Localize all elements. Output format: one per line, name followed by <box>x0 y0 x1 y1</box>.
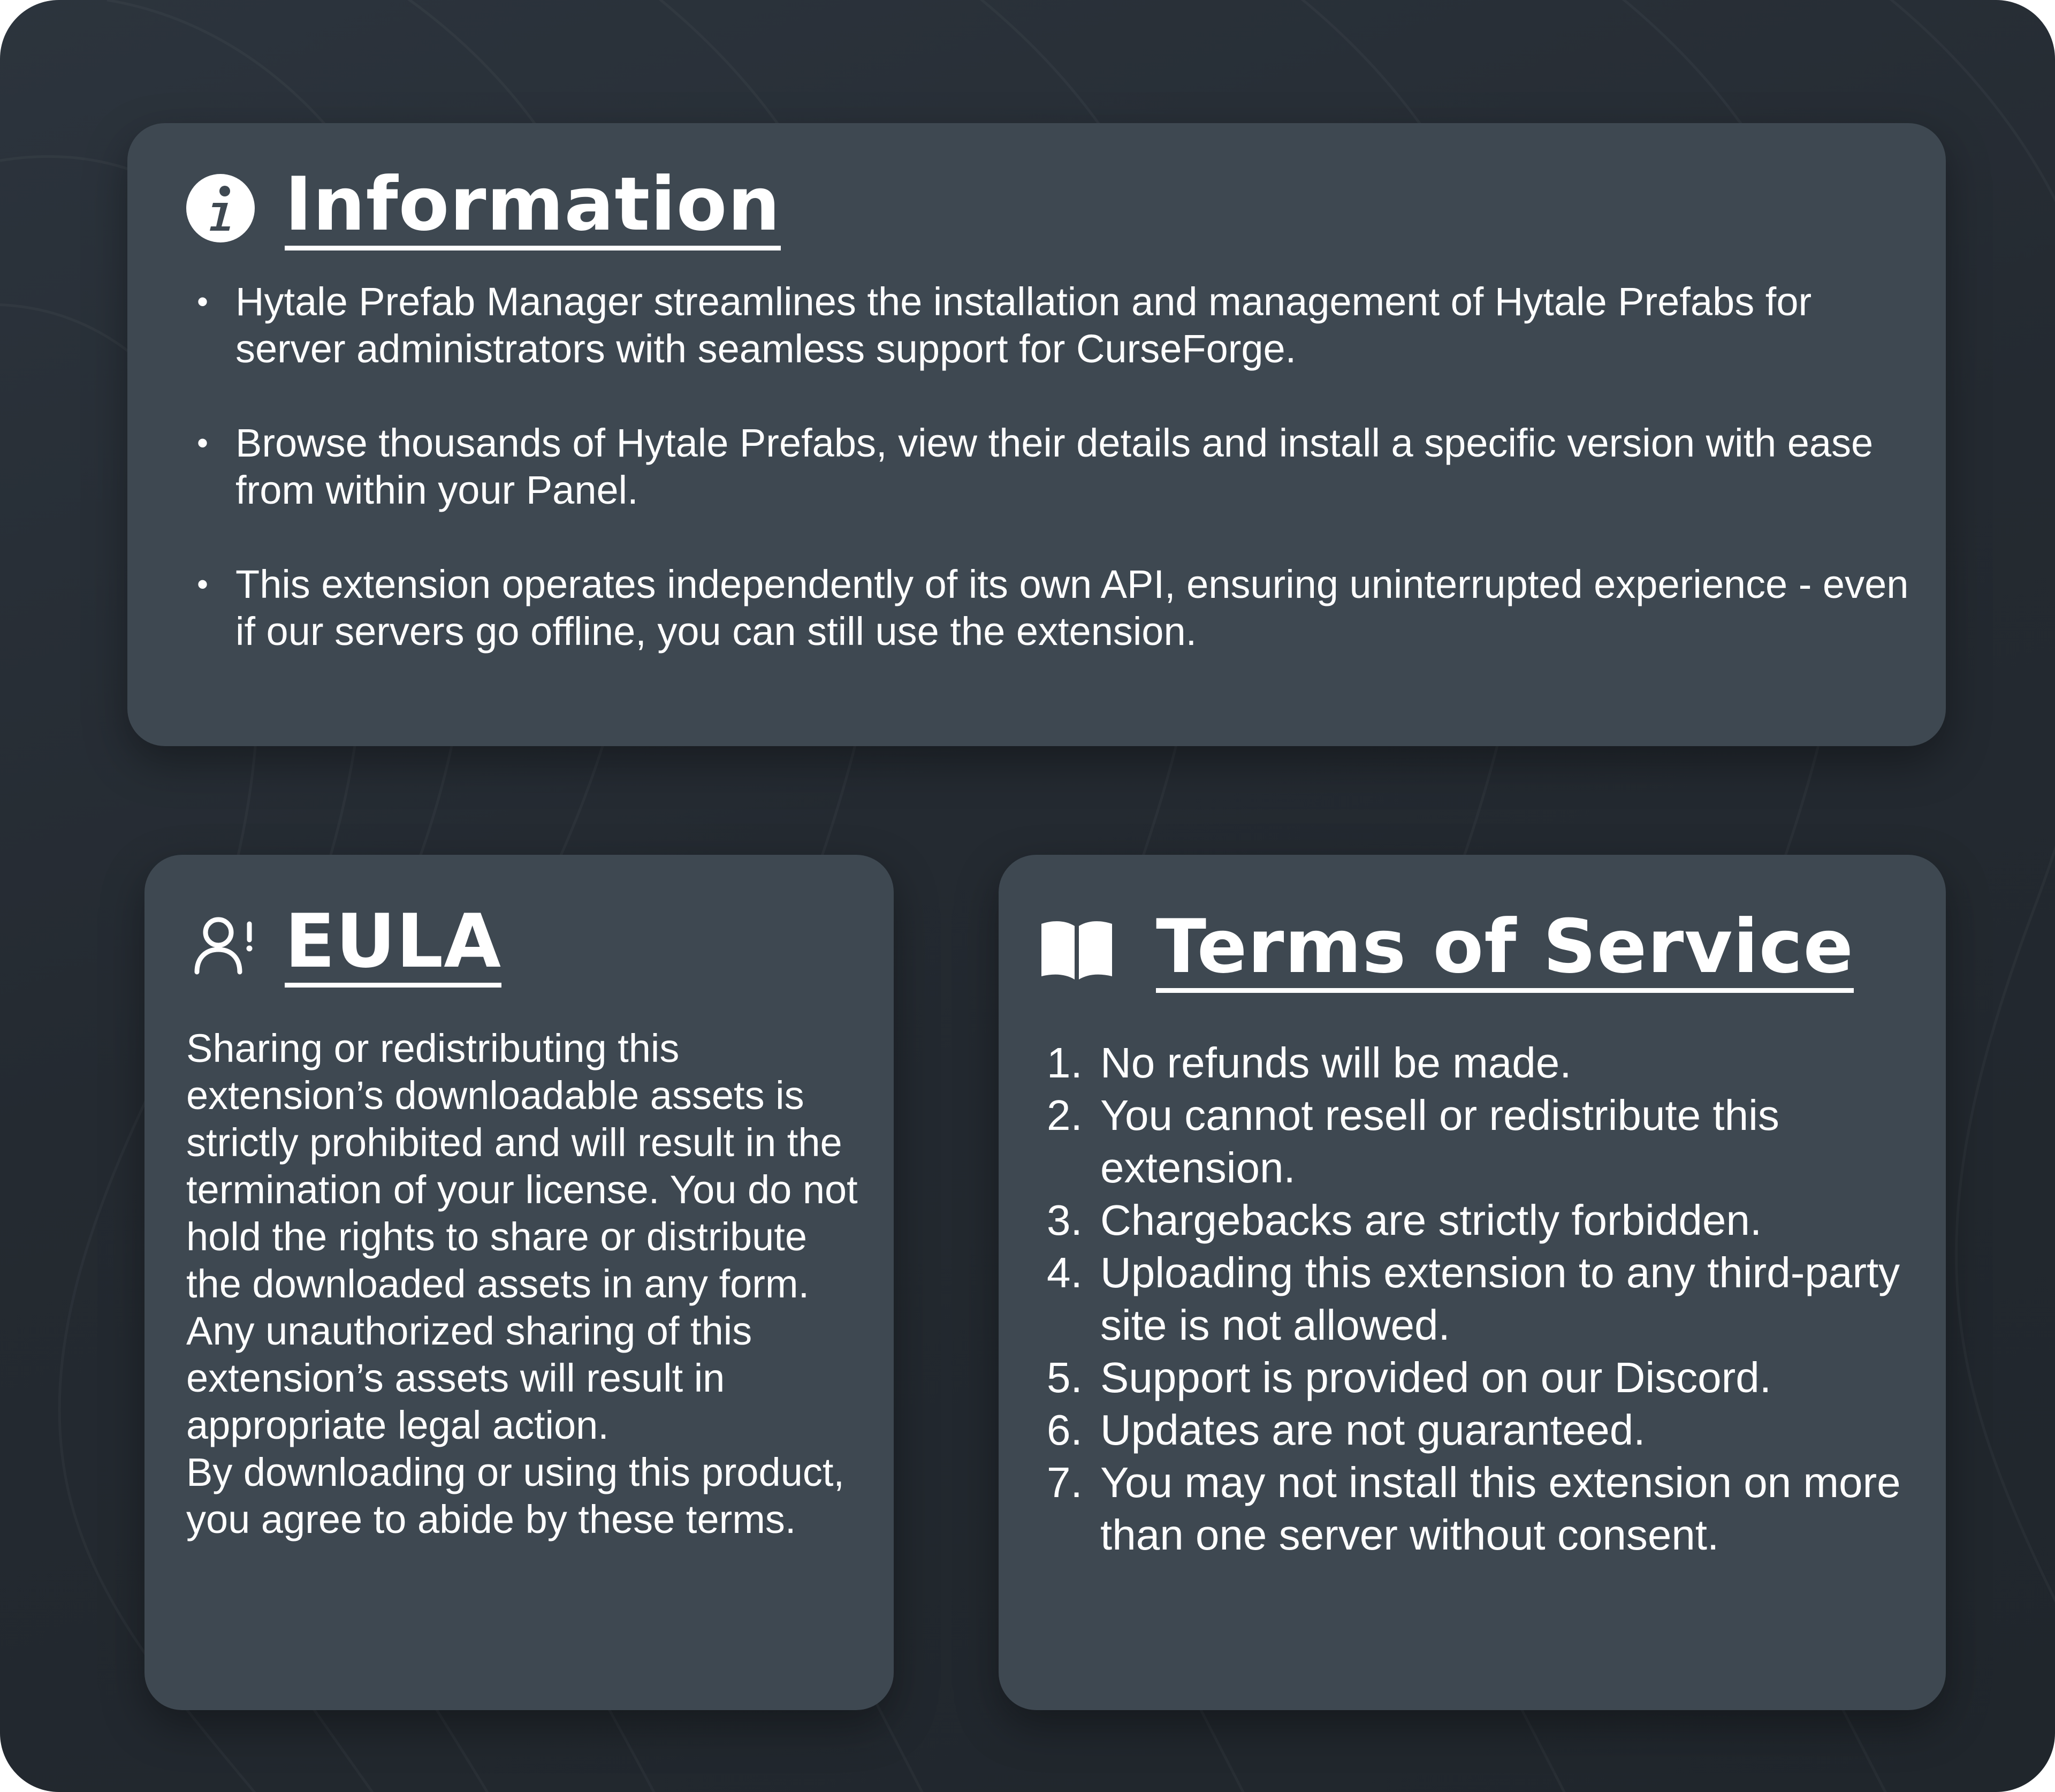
list-item: • Browse thousands of Hytale Prefabs, view their details and install a specific version with ease from within your Panel. <box>197 421 1874 512</box>
terms-of-service-card <box>999 855 1946 1710</box>
list-item: 1. No refunds will be made. <box>1047 1039 1572 1087</box>
eula-text <box>186 1025 871 1543</box>
list-item: 7. You may not install this extension on more than one server without consent. <box>1047 1459 1901 1559</box>
terms-of-service-title: Terms of Service <box>1156 908 1854 993</box>
terms-of-service-heading <box>1038 903 1854 993</box>
bullet-icon: • <box>197 566 209 602</box>
list-item: 4. Uploading this extension to any third-party site is not allowed. <box>1047 1249 1900 1349</box>
information-card <box>127 123 1946 746</box>
eula-paragraph: Sharing or redistributing this extension’s downloadable assets is strictly prohibited and will result in the termination of your license. You do not hold the rights to share or distribute the downloaded assets in any form. Any unauthorized sharing of this extension’s assets will result in appropriate legal action. <box>186 1026 858 1447</box>
bullet-icon: • <box>197 425 209 461</box>
information-heading <box>185 161 781 250</box>
eula-card <box>144 855 894 1710</box>
list-item: 6. Updates are not guaranteed. <box>1047 1406 1646 1454</box>
list-item: 3. Chargebacks are strictly forbidden. <box>1047 1196 1762 1244</box>
terms-list <box>1047 1037 1924 1561</box>
user-alert-icon <box>192 913 256 977</box>
eula-heading <box>192 898 502 988</box>
info-icon <box>185 173 256 244</box>
list-item: • Hytale Prefab Manager streamlines the installation and management of Hytale Prefabs for server administrators with seamless support for CurseForge. <box>197 279 1812 371</box>
eula-title: EULA <box>285 903 501 988</box>
open-book-icon <box>1038 918 1115 983</box>
list-item: • This extension operates independently of its own API, ensuring uninterrupted experience - even if our servers go offline, you can still use the extension. <box>197 562 1909 654</box>
eula-paragraph: By downloading or using this product, you agree to abide by these terms. <box>186 1450 844 1542</box>
information-title: Information <box>285 166 781 250</box>
list-item: 2. You cannot resell or redistribute this extension. <box>1047 1091 1779 1191</box>
information-list <box>197 278 1909 702</box>
bullet-icon: • <box>197 284 209 320</box>
list-item: 5. Support is provided on our Discord. <box>1047 1354 1771 1401</box>
